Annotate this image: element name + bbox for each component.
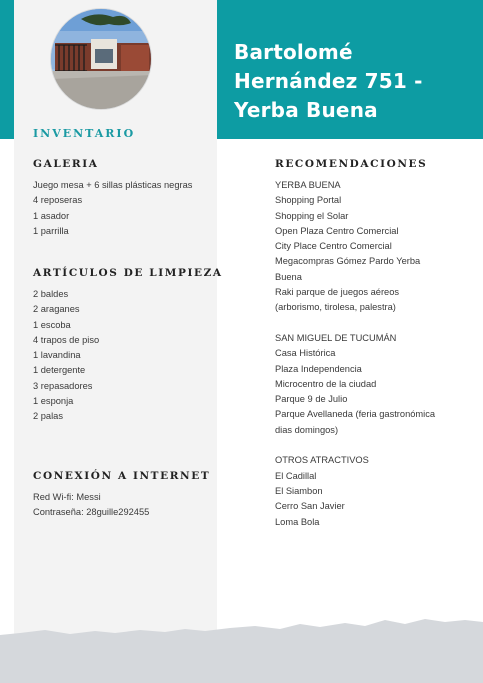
- list-item: 2 palas: [33, 411, 63, 422]
- house-photo: [50, 8, 152, 110]
- list-item: 1 esponja: [33, 396, 74, 407]
- list-item: 2 araganes: [33, 304, 80, 315]
- list-item: Buena: [275, 271, 302, 282]
- list-item: Raki parque de juegos aéreos: [275, 287, 400, 298]
- list-spacer: [275, 316, 475, 331]
- wifi-network: Red Wi-fi: Messi: [33, 492, 101, 502]
- list-item: Cerro San Javier: [275, 501, 345, 512]
- list-item: 1 lavandina: [33, 350, 81, 361]
- list-item: Parque 9 de Julio: [275, 394, 348, 405]
- list-item: Megacompras Gómez Pardo Yerba: [275, 256, 421, 267]
- galeria-list: [33, 178, 192, 239]
- limpieza-heading: ARTÍCULOS DE LIMPIEZA: [33, 267, 223, 279]
- list-item: 4 trapos de piso: [33, 334, 100, 345]
- list-item: YERBA BUENA: [275, 180, 341, 190]
- list-item: Loma Bola: [275, 516, 320, 527]
- page-title: Bartolomé Hernández 751 - Yerba Buena: [234, 40, 423, 122]
- list-item: Microcentro de la ciudad: [275, 378, 377, 389]
- internet-heading: CONEXIÓN A INTERNET: [33, 470, 211, 482]
- list-item: Shopping Portal: [275, 195, 342, 206]
- recomendaciones-heading: RECOMENDACIONES: [275, 158, 428, 170]
- list-item: 4 reposeras: [33, 195, 83, 206]
- list-item: Juego mesa + 6 sillas plásticas negras: [33, 180, 193, 190]
- list-item: Casa Histórica: [275, 348, 336, 359]
- list-item: OTROS ATRACTIVOS: [275, 455, 369, 466]
- list-item: Open Plaza Centro Comercial: [275, 225, 399, 236]
- list-item: SAN MIGUEL DE TUCUMÁN: [275, 332, 397, 343]
- mountain-silhouette: [0, 600, 483, 683]
- list-item: 1 parrilla: [33, 225, 69, 236]
- wifi-password: Contraseña: 28guille292455: [33, 507, 150, 518]
- list-item: El Cadillal: [275, 470, 317, 481]
- inventario-heading: INVENTARIO: [33, 127, 136, 140]
- list-item: 1 detergente: [33, 365, 86, 376]
- list-item: dias domingos): [275, 424, 339, 435]
- list-item: 1 escoba: [33, 319, 71, 330]
- list-item: Plaza Independencia: [275, 363, 362, 374]
- accent-bar-left: [0, 0, 14, 139]
- list-item: 1 asador: [33, 210, 70, 221]
- list-item: El Siambon: [275, 485, 323, 496]
- list-item: (arborismo, tirolesa, palestra): [275, 302, 396, 313]
- list-spacer: [275, 438, 475, 453]
- list-item: 2 baldes: [33, 289, 69, 299]
- internet-list: [33, 490, 149, 521]
- list-item: Parque Avellaneda (feria gastronómica: [275, 409, 436, 420]
- limpieza-list: [33, 287, 99, 425]
- list-item: Shopping el Solar: [275, 210, 349, 221]
- list-item: City Place Centro Comercial: [275, 241, 392, 252]
- recomendaciones-list: [275, 178, 475, 530]
- list-item: 3 repasadores: [33, 380, 93, 391]
- galeria-heading: GALERIA: [33, 158, 99, 170]
